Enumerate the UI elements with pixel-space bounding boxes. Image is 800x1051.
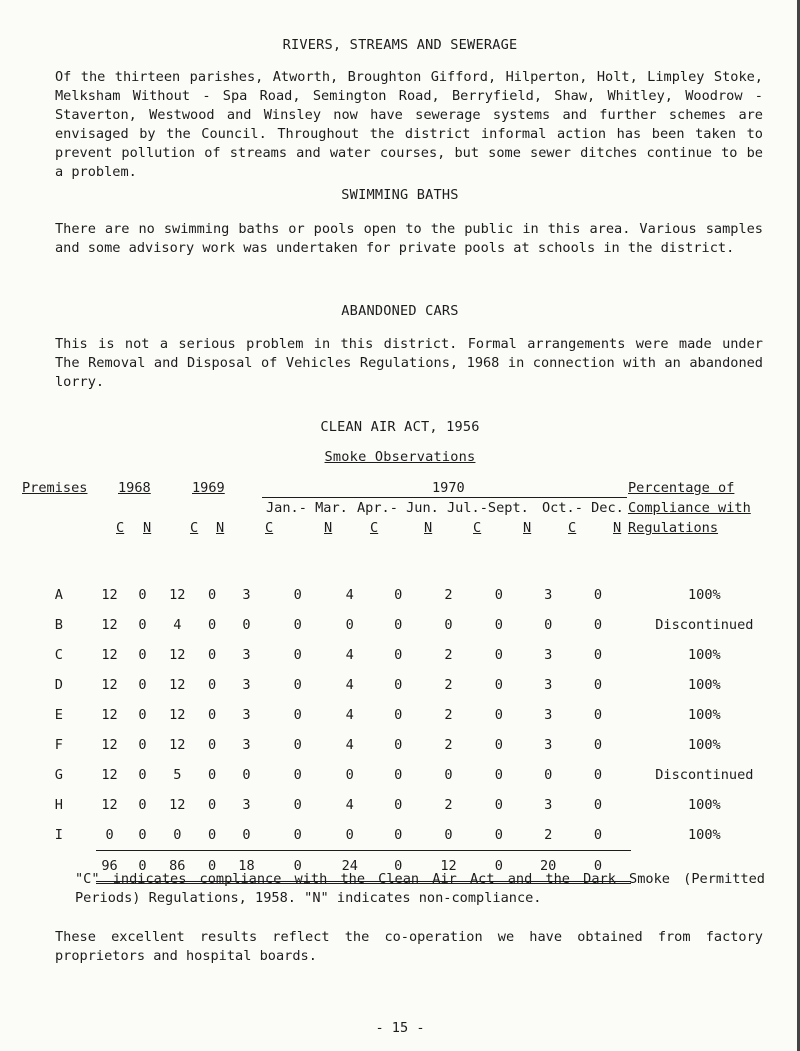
non-compliance-count-cell: 0	[593, 767, 603, 783]
table-row	[22, 670, 778, 700]
cars-paragraph: This is not a serious problem in this district. Formal arrangements were made under The Removal and Disposal of Vehicles Regulations, 1968 in connection with an abandoned lorry.	[55, 336, 763, 390]
premises-cell: B	[54, 617, 63, 633]
compliance-count-cell: 12	[169, 677, 186, 693]
non-compliance-count-cell: 0	[293, 587, 302, 603]
non-compliance-count-cell: 0	[494, 677, 503, 693]
non-compliance-count-cell: 0	[208, 647, 217, 663]
percentage-cell: Discontinued	[655, 767, 754, 783]
non-compliance-count-cell: 0	[394, 617, 403, 633]
non-compliance-count-cell: 0	[565, 851, 630, 883]
period-apr-jun-header: Apr.- Jun.	[357, 500, 439, 516]
smoke-observations-subheading: Smoke Observations	[324, 449, 476, 465]
non-compliance-count-cell: 0	[394, 677, 403, 693]
compliance-count-cell: 3	[242, 737, 251, 753]
legend-note: "C" indicates compliance with the Clean Air Act and the Dark Smoke (Permitted Periods) Regulations, 1958. "N" indicates non-compliance.	[75, 871, 765, 906]
n-header-jul-sept: N	[523, 520, 532, 536]
compliance-count-cell: 86	[162, 851, 194, 883]
table-row	[22, 730, 778, 760]
clean-air-heading: CLEAN AIR ACT, 1956	[320, 419, 480, 435]
non-compliance-count-cell: 0	[494, 767, 503, 783]
non-compliance-count-cell: 0	[394, 767, 403, 783]
compliance-count-cell: 0	[231, 820, 262, 851]
non-compliance-count-cell: 0	[138, 587, 147, 603]
premises-cell: E	[54, 707, 63, 723]
n-header-1969: N	[216, 520, 225, 536]
non-compliance-count-cell: 0	[262, 820, 334, 851]
year-1968-header: 1968	[118, 480, 151, 496]
non-compliance-count-cell: 0	[565, 820, 630, 851]
non-compliance-count-cell: 0	[123, 820, 161, 851]
premises-cell: H	[54, 797, 63, 813]
non-compliance-count-cell: 0	[138, 707, 147, 723]
n-header-jan-mar: N	[324, 520, 333, 536]
table-row	[22, 700, 778, 730]
n-header-1968: N	[143, 520, 152, 536]
percentage-cell: 100%	[687, 647, 721, 663]
compliance-count-cell: 0	[444, 617, 453, 633]
premises-header: Premises	[22, 480, 88, 496]
n-header-oct-dec: N	[613, 520, 622, 536]
compliance-count-cell: 12	[169, 587, 186, 603]
table-row	[22, 820, 778, 851]
compliance-count-cell: 2	[444, 797, 453, 813]
non-compliance-count-cell: 0	[593, 737, 603, 753]
compliance-count-cell: 4	[345, 587, 354, 603]
compliance-count-cell: 5	[173, 767, 182, 783]
compliance-count-cell: 3	[544, 707, 553, 723]
percentage-cell: 100%	[687, 587, 721, 603]
compliance-count-cell: 2	[444, 647, 453, 663]
non-compliance-count-cell: 0	[123, 851, 161, 883]
compliance-count-cell: 20	[531, 851, 565, 883]
non-compliance-count-cell: 0	[208, 797, 217, 813]
table-row	[22, 640, 778, 670]
year-1970-header: 1970	[432, 480, 465, 496]
non-compliance-count-cell: 0	[593, 647, 603, 663]
compliance-count-cell: 3	[544, 797, 553, 813]
rivers-paragraph: Of the thirteen parishes, Atworth, Broughton Gifford, Hilperton, Holt, Limpley Stoke, Melksham Without - Spa Road, Semington Road, Berryfield, Shaw, Whitley, Woodrow - Staverton, Westwood and Winsley now have sewerage systems and further schemes are envisaged by the Council. Throughout the district informal action has been taken to prevent pollution of streams and water courses, but some sewer ditches continue to be a problem.	[55, 69, 763, 180]
non-compliance-count-cell: 0	[593, 797, 603, 813]
compliance-count-cell: 3	[544, 677, 553, 693]
percentage-header-line2: Compliance with	[628, 500, 751, 516]
non-compliance-count-cell: 0	[293, 647, 302, 663]
premises-cell: A	[54, 587, 63, 603]
compliance-count-cell: 2	[444, 737, 453, 753]
c-header-jul-sept: C	[473, 520, 482, 536]
swimming-heading: SWIMMING BATHS	[341, 187, 459, 203]
non-compliance-count-cell: 0	[293, 707, 302, 723]
non-compliance-count-cell: 0	[593, 707, 603, 723]
compliance-count-cell: 0	[544, 767, 553, 783]
compliance-count-cell: 12	[101, 797, 118, 813]
premises-cell: I	[54, 827, 63, 844]
non-compliance-count-cell: 0	[494, 587, 503, 603]
compliance-count-cell: 12	[430, 851, 466, 883]
non-compliance-count-cell: 0	[193, 851, 231, 883]
compliance-count-cell: 3	[242, 587, 251, 603]
compliance-count-cell: 0	[96, 820, 124, 851]
compliance-count-cell: 3	[242, 677, 251, 693]
compliance-count-cell: 12	[169, 647, 186, 663]
compliance-count-cell: 3	[544, 737, 553, 753]
compliance-count-cell: 4	[345, 707, 354, 723]
non-compliance-count-cell: 0	[366, 820, 431, 851]
non-compliance-count-cell: 0	[467, 851, 532, 883]
compliance-count-cell: 12	[101, 767, 118, 783]
non-compliance-count-cell: 0	[394, 707, 403, 723]
non-compliance-count-cell: 0	[593, 587, 603, 603]
compliance-count-cell: 4	[345, 647, 354, 663]
year-1969-header: 1969	[192, 480, 225, 496]
percentage-cell: 100%	[687, 707, 721, 723]
non-compliance-count-cell: 0	[593, 617, 603, 633]
premises-cell: D	[54, 677, 63, 693]
compliance-count-cell: 12	[101, 617, 118, 633]
percentage-cell: 100%	[687, 827, 721, 844]
year-1970-underline	[262, 497, 627, 498]
non-compliance-count-cell: 0	[293, 617, 302, 633]
period-oct-dec-header: Oct.- Dec.	[542, 500, 624, 516]
compliance-count-cell: 12	[169, 707, 186, 723]
non-compliance-count-cell: 0	[293, 737, 302, 753]
non-compliance-count-cell: 0	[138, 677, 147, 693]
period-jul-sept-header: Jul.-Sept.	[447, 500, 529, 516]
compliance-count-cell: 0	[345, 767, 354, 783]
compliance-count-cell: 12	[101, 647, 118, 663]
c-header-jan-mar: C	[265, 520, 274, 536]
period-jan-mar-header: Jan.- Mar.	[266, 500, 348, 516]
compliance-count-cell: 0	[544, 617, 553, 633]
compliance-count-cell: 3	[242, 797, 251, 813]
non-compliance-count-cell: 0	[208, 767, 217, 783]
non-compliance-count-cell: 0	[366, 851, 431, 883]
compliance-count-cell: 12	[101, 677, 118, 693]
n-header-apr-jun: N	[424, 520, 433, 536]
non-compliance-count-cell: 0	[138, 767, 147, 783]
non-compliance-count-cell: 0	[208, 707, 217, 723]
non-compliance-count-cell: 0	[138, 617, 147, 633]
compliance-count-cell: 0	[430, 820, 466, 851]
compliance-count-cell: 4	[345, 677, 354, 693]
non-compliance-count-cell: 0	[208, 677, 217, 693]
non-compliance-count-cell: 0	[293, 767, 302, 783]
compliance-count-cell: 3	[242, 647, 251, 663]
non-compliance-count-cell: 0	[262, 851, 334, 883]
non-compliance-count-cell: 0	[138, 797, 147, 813]
table-row	[22, 790, 778, 820]
compliance-count-cell: 96	[96, 851, 124, 883]
compliance-count-cell: 4	[345, 737, 354, 753]
percentage-header-line1: Percentage of	[628, 480, 735, 496]
percentage-header-line3: Regulations	[628, 520, 719, 536]
compliance-count-cell: 12	[101, 707, 118, 723]
percentage-cell: 100%	[687, 677, 721, 693]
compliance-count-cell: 0	[242, 767, 251, 783]
compliance-count-cell: 2	[444, 707, 453, 723]
compliance-count-cell: 2	[531, 820, 565, 851]
percentage-cell: 100%	[687, 737, 721, 753]
non-compliance-count-cell: 0	[193, 820, 231, 851]
cars-heading: ABANDONED CARS	[341, 303, 459, 319]
compliance-count-cell: 0	[242, 617, 251, 633]
page-number: - 15 -	[375, 1020, 425, 1036]
c-header-1968: C	[116, 520, 125, 536]
non-compliance-count-cell: 0	[394, 797, 403, 813]
compliance-count-cell: 0	[444, 767, 453, 783]
non-compliance-count-cell: 0	[394, 647, 403, 663]
non-compliance-count-cell: 0	[394, 737, 403, 753]
compliance-count-cell: 3	[242, 707, 251, 723]
c-header-apr-jun: C	[370, 520, 379, 536]
compliance-count-cell: 0	[162, 820, 194, 851]
smoke-observations-table	[22, 580, 778, 884]
premises-cell: G	[54, 767, 63, 783]
table-row	[22, 760, 778, 790]
compliance-count-cell: 12	[101, 587, 118, 603]
non-compliance-count-cell: 0	[494, 707, 503, 723]
non-compliance-count-cell: 0	[208, 737, 217, 753]
non-compliance-count-cell: 0	[138, 737, 147, 753]
compliance-count-cell: 4	[173, 617, 182, 633]
non-compliance-count-cell: 0	[494, 797, 503, 813]
compliance-count-cell: 12	[169, 737, 186, 753]
non-compliance-count-cell: 0	[467, 820, 532, 851]
non-compliance-count-cell: 0	[293, 677, 302, 693]
swimming-paragraph: There are no swimming baths or pools open to the public in this area. Various samples and some advisory work was undertaken for private pools at schools in the district.	[55, 221, 763, 256]
non-compliance-count-cell: 0	[208, 617, 217, 633]
non-compliance-count-cell: 0	[494, 737, 503, 753]
closing-paragraph: These excellent results reflect the co-operation we have obtained from factory proprietors and hospital boards.	[55, 929, 763, 964]
compliance-count-cell: 0	[345, 617, 354, 633]
non-compliance-count-cell: 0	[494, 617, 503, 633]
compliance-count-cell: 0	[334, 820, 366, 851]
premises-cell: C	[54, 647, 63, 663]
rivers-heading: RIVERS, STREAMS AND SEWERAGE	[282, 37, 518, 53]
compliance-count-cell: 18	[231, 851, 262, 883]
non-compliance-count-cell: 0	[494, 647, 503, 663]
premises-cell: F	[54, 737, 63, 753]
percentage-cell: Discontinued	[655, 617, 754, 633]
table-row	[22, 610, 778, 640]
non-compliance-count-cell: 0	[293, 797, 302, 813]
compliance-count-cell: 24	[334, 851, 366, 883]
non-compliance-count-cell: 0	[394, 587, 403, 603]
non-compliance-count-cell: 0	[593, 677, 603, 693]
non-compliance-count-cell: 0	[208, 587, 217, 603]
percentage-cell: 100%	[687, 797, 721, 813]
compliance-count-cell: 3	[544, 587, 553, 603]
compliance-count-cell: 12	[101, 737, 118, 753]
compliance-count-cell: 4	[345, 797, 354, 813]
c-header-1969: C	[190, 520, 199, 536]
compliance-count-cell: 12	[169, 797, 186, 813]
compliance-count-cell: 2	[444, 587, 453, 603]
c-header-oct-dec: C	[568, 520, 577, 536]
compliance-count-cell: 3	[544, 647, 553, 663]
non-compliance-count-cell: 0	[138, 647, 147, 663]
table-row	[22, 580, 778, 610]
compliance-count-cell: 2	[444, 677, 453, 693]
